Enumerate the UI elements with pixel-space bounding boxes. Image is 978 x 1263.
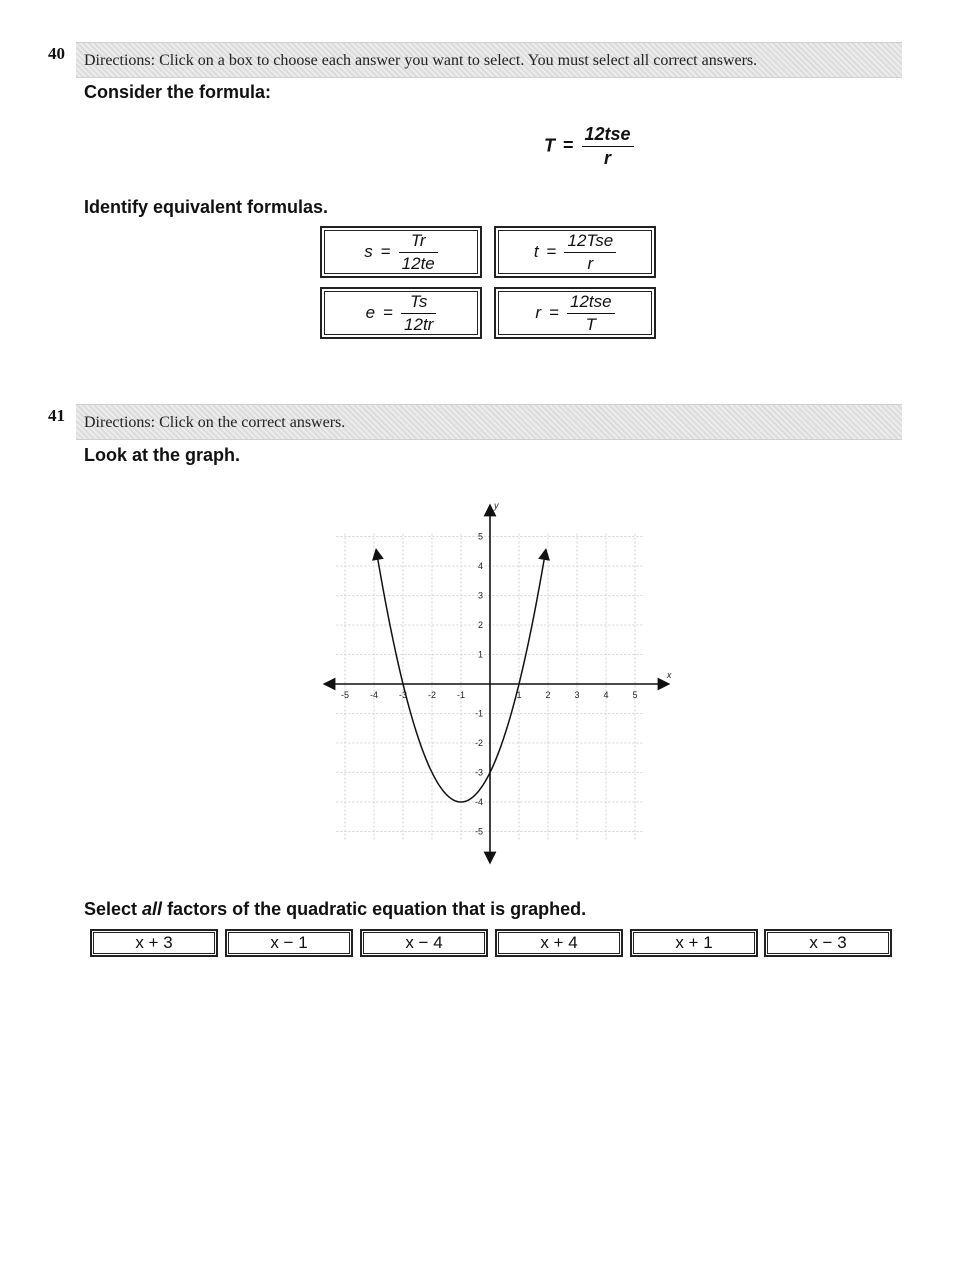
option-denominator: T	[567, 313, 615, 335]
option-fraction	[564, 231, 616, 274]
factor-label: x + 1	[675, 933, 713, 952]
option-e-formula[interactable]	[320, 287, 482, 339]
option-fraction	[401, 292, 436, 335]
x-tick-label: -1	[456, 690, 466, 700]
option-denominator: r	[564, 252, 616, 274]
option-lhs: e	[365, 303, 376, 322]
factor-option-x-minus-1[interactable]	[225, 929, 353, 957]
option-numerator: Tr	[410, 230, 426, 250]
factor-label: x + 4	[540, 933, 578, 952]
factor-option-x-plus-3[interactable]	[90, 929, 218, 957]
factor-label: x + 3	[135, 933, 173, 952]
directions-text-40: Directions: Click on a box to choose each answer you want to select. You must select all correct answers.	[84, 52, 758, 69]
factor-label: x − 4	[405, 933, 443, 952]
instruction-41	[84, 899, 586, 920]
question-number-41: 41	[48, 406, 65, 425]
x-tick-label: 5	[632, 690, 638, 700]
option-numerator: Ts	[410, 291, 428, 311]
instruction-41-emphasis: all	[142, 899, 163, 919]
option-r-formula[interactable]	[494, 287, 656, 339]
formula-numerator: 12tse	[584, 124, 631, 144]
factor-option-x-minus-4[interactable]	[360, 929, 488, 957]
y-tick-label: 4	[477, 561, 483, 571]
y-tick-label: 3	[477, 590, 483, 601]
x-tick-label: -4	[369, 690, 379, 700]
formula-lhs: T	[544, 135, 555, 156]
instruction-41-pre: Select	[84, 899, 143, 919]
prompt-41: Look at the graph.	[84, 445, 241, 465]
x-tick-label: -3	[398, 690, 408, 700]
x-tick-label: -2	[427, 690, 437, 700]
y-tick-label: 2	[477, 620, 483, 630]
x-tick-label: 1	[516, 690, 522, 700]
y-tick-label: -4	[474, 797, 483, 807]
x-tick-label: 3	[574, 690, 580, 700]
x-axis-label: x	[666, 670, 672, 680]
option-denominator: 12te	[399, 252, 438, 274]
x-tick-label: 4	[603, 690, 609, 700]
x-tick-label: 2	[545, 690, 551, 700]
factor-option-x-plus-4[interactable]	[495, 929, 623, 957]
y-axis-label: y	[494, 500, 499, 511]
option-numerator: 12tse	[570, 291, 612, 311]
option-numerator: 12Tse	[567, 230, 614, 250]
formula-equals: =	[563, 135, 574, 156]
option-denominator: 12tr	[401, 313, 436, 335]
factor-option-x-minus-3[interactable]	[764, 929, 892, 957]
given-formula	[544, 124, 634, 169]
option-lhs: s	[364, 242, 373, 261]
formula-denominator: r	[582, 146, 634, 169]
y-tick-label: -3	[474, 767, 483, 778]
option-fraction	[399, 231, 438, 274]
option-equals: =	[380, 242, 391, 261]
y-tick-label: 1	[477, 649, 483, 660]
option-lhs: t	[533, 242, 539, 261]
factor-label: x − 3	[809, 933, 847, 952]
option-equals: =	[546, 242, 557, 261]
directions-text-41: Directions: Click on the correct answers.	[84, 414, 346, 431]
x-tick-label: -5	[340, 690, 350, 700]
option-s-formula[interactable]	[320, 226, 482, 278]
option-equals: =	[549, 303, 559, 322]
factor-label: x − 1	[270, 933, 308, 952]
option-fraction	[567, 292, 615, 335]
formula-fraction	[582, 124, 634, 169]
instruction-40: Identify equivalent formulas.	[84, 197, 329, 217]
directions-bar-41	[76, 404, 902, 440]
y-tick-label: 5	[477, 531, 483, 542]
directions-bar-40	[76, 42, 902, 78]
instruction-41-post: factors of the quadratic equation that is graphed.	[162, 899, 587, 919]
y-tick-label: -1	[474, 708, 483, 719]
option-equals: =	[383, 303, 394, 322]
question-number-40: 40	[48, 44, 65, 63]
y-tick-label: -2	[474, 738, 483, 748]
option-lhs: r	[535, 303, 542, 322]
prompt-40: Consider the formula:	[84, 82, 272, 102]
y-tick-label: -5	[474, 826, 483, 837]
factor-option-x-plus-1[interactable]	[630, 929, 758, 957]
parabola-graph	[318, 498, 678, 868]
option-t-formula[interactable]	[494, 226, 656, 278]
